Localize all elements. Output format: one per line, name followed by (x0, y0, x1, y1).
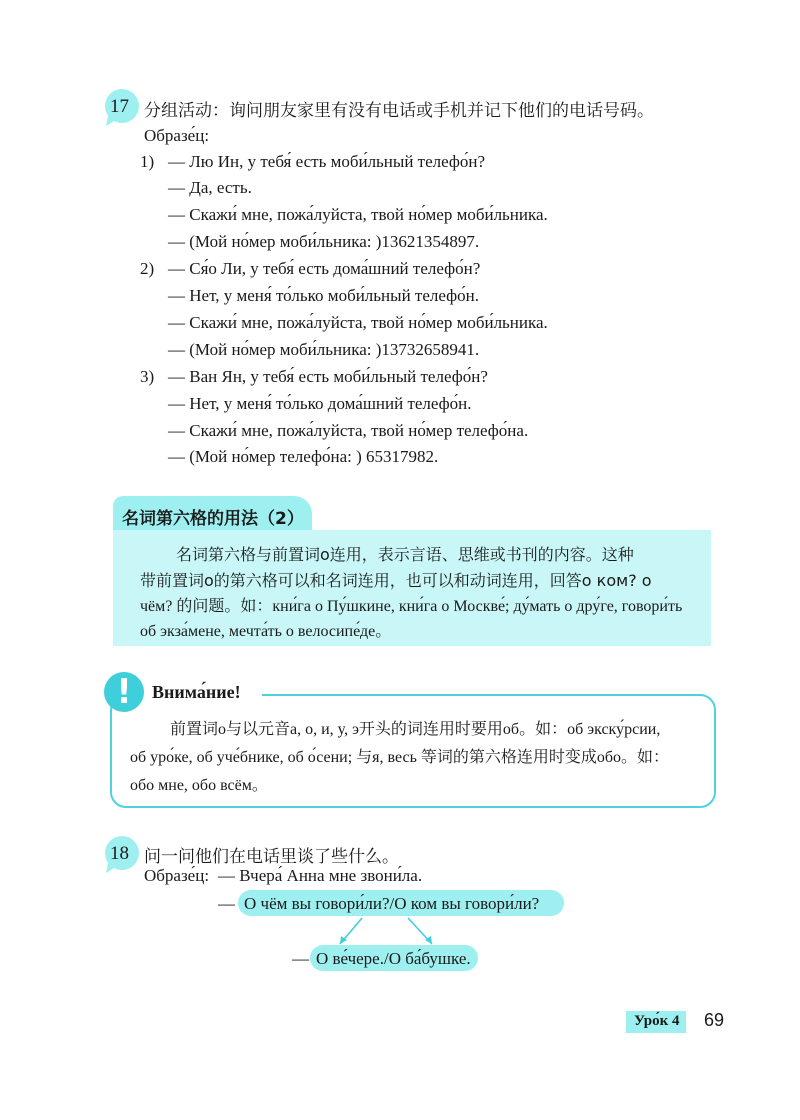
exercise-17-badge (102, 86, 146, 130)
attention-text-line: об уро́ке, об уче́бнике, об о́сени; 与я, весь 等词的第六格连用时变成обо。如： (130, 749, 670, 766)
dialog-line: — Да, есть. (168, 178, 252, 197)
sample-label: Образе́ц: (144, 126, 210, 145)
dialog-line: — Ван Ян, у тебя́ есть моби́льный телефо́н? (168, 367, 488, 386)
page-number: 69 (704, 1010, 725, 1030)
exercise-number: 18 (110, 843, 129, 864)
attention-text-line: обо мне, обо всём。 (130, 777, 268, 794)
dialog-line: — Нет, у меня́ то́лько дома́шний телефо́н. (168, 394, 472, 413)
dialog-line: — Нет, у меня́ то́лько моби́льный телефо́н. (168, 286, 479, 305)
sample-question: О чём вы говори́ли?/О ком вы говори́ли? (244, 894, 540, 913)
exercise-17-title: 分组活动：询问朋友家里有没有电话或手机并记下他们的电话号码。 (144, 101, 654, 121)
sample-line: — Вчера́ Анна мне звони́ла. (218, 866, 423, 885)
sample-answer: О ве́чере./О ба́бушке. (316, 949, 471, 968)
grammar-text-line: чём? 的问题。如：кни́га о Пу́шкине, кни́га о Москве́; ду́мать о дру́ге, говори́ть (140, 598, 683, 615)
grammar-text-line: об экза́мене, мечта́ть о велосипе́де。 (140, 623, 392, 640)
attention-text-line: 前置词о与以元音а, о, и, у, э开头的词连用时要用об。如：об экску́рсии, (170, 721, 661, 738)
grammar-title: 名词第六格的用法（2） (122, 509, 304, 529)
dialog-line: — Ся́о Ли, у тебя́ есть дома́шний телефо́н? (168, 259, 481, 278)
attention-title: Внима́ние! (152, 682, 241, 702)
sample-label: Образе́ц: (144, 866, 210, 885)
dialog-number: 3) (140, 367, 155, 386)
dialog-line: — Скажи́ мне, пожа́луйста, твой но́мер моби́льника. (168, 205, 548, 224)
exercise-number: 17 (110, 96, 129, 117)
dialog-line: — Скажи́ мне, пожа́луйста, твой но́мер телефо́на. (168, 421, 529, 440)
sample-dash: — (218, 894, 235, 913)
grammar-text-line: 带前置词о的第六格可以和名词连用，也可以和动词连用，回答о ком? о (140, 571, 652, 590)
dialog-line: — Скажи́ мне, пожа́луйста, твой но́мер моби́льника. (168, 313, 548, 332)
sample-dash: — (292, 949, 309, 968)
dialog-line: — (Мой но́мер телефо́на: ) 65317982. (168, 447, 439, 466)
attention-rule (262, 694, 702, 696)
exercise-18-badge (102, 833, 146, 877)
exercise-18-title: 问一问他们在电话里谈了些什么。 (144, 847, 399, 867)
grammar-text-line: 名词第六格与前置词о连用，表示言语、思维或书刊的内容。这种 (176, 545, 634, 564)
lesson-label: Уро́к 4 (634, 1013, 680, 1029)
dialog-line: — (Мой но́мер моби́льника: )13732658941. (168, 340, 480, 359)
dialog-line: — (Мой но́мер моби́льника: )13621354897. (168, 232, 480, 251)
dialog-number: 1) (140, 152, 155, 171)
exclamation-mark: ! (116, 672, 132, 712)
dialog-number: 2) (140, 259, 155, 278)
dialog-line: — Лю Ин, у тебя́ есть моби́льный телефо́н? (168, 152, 486, 171)
